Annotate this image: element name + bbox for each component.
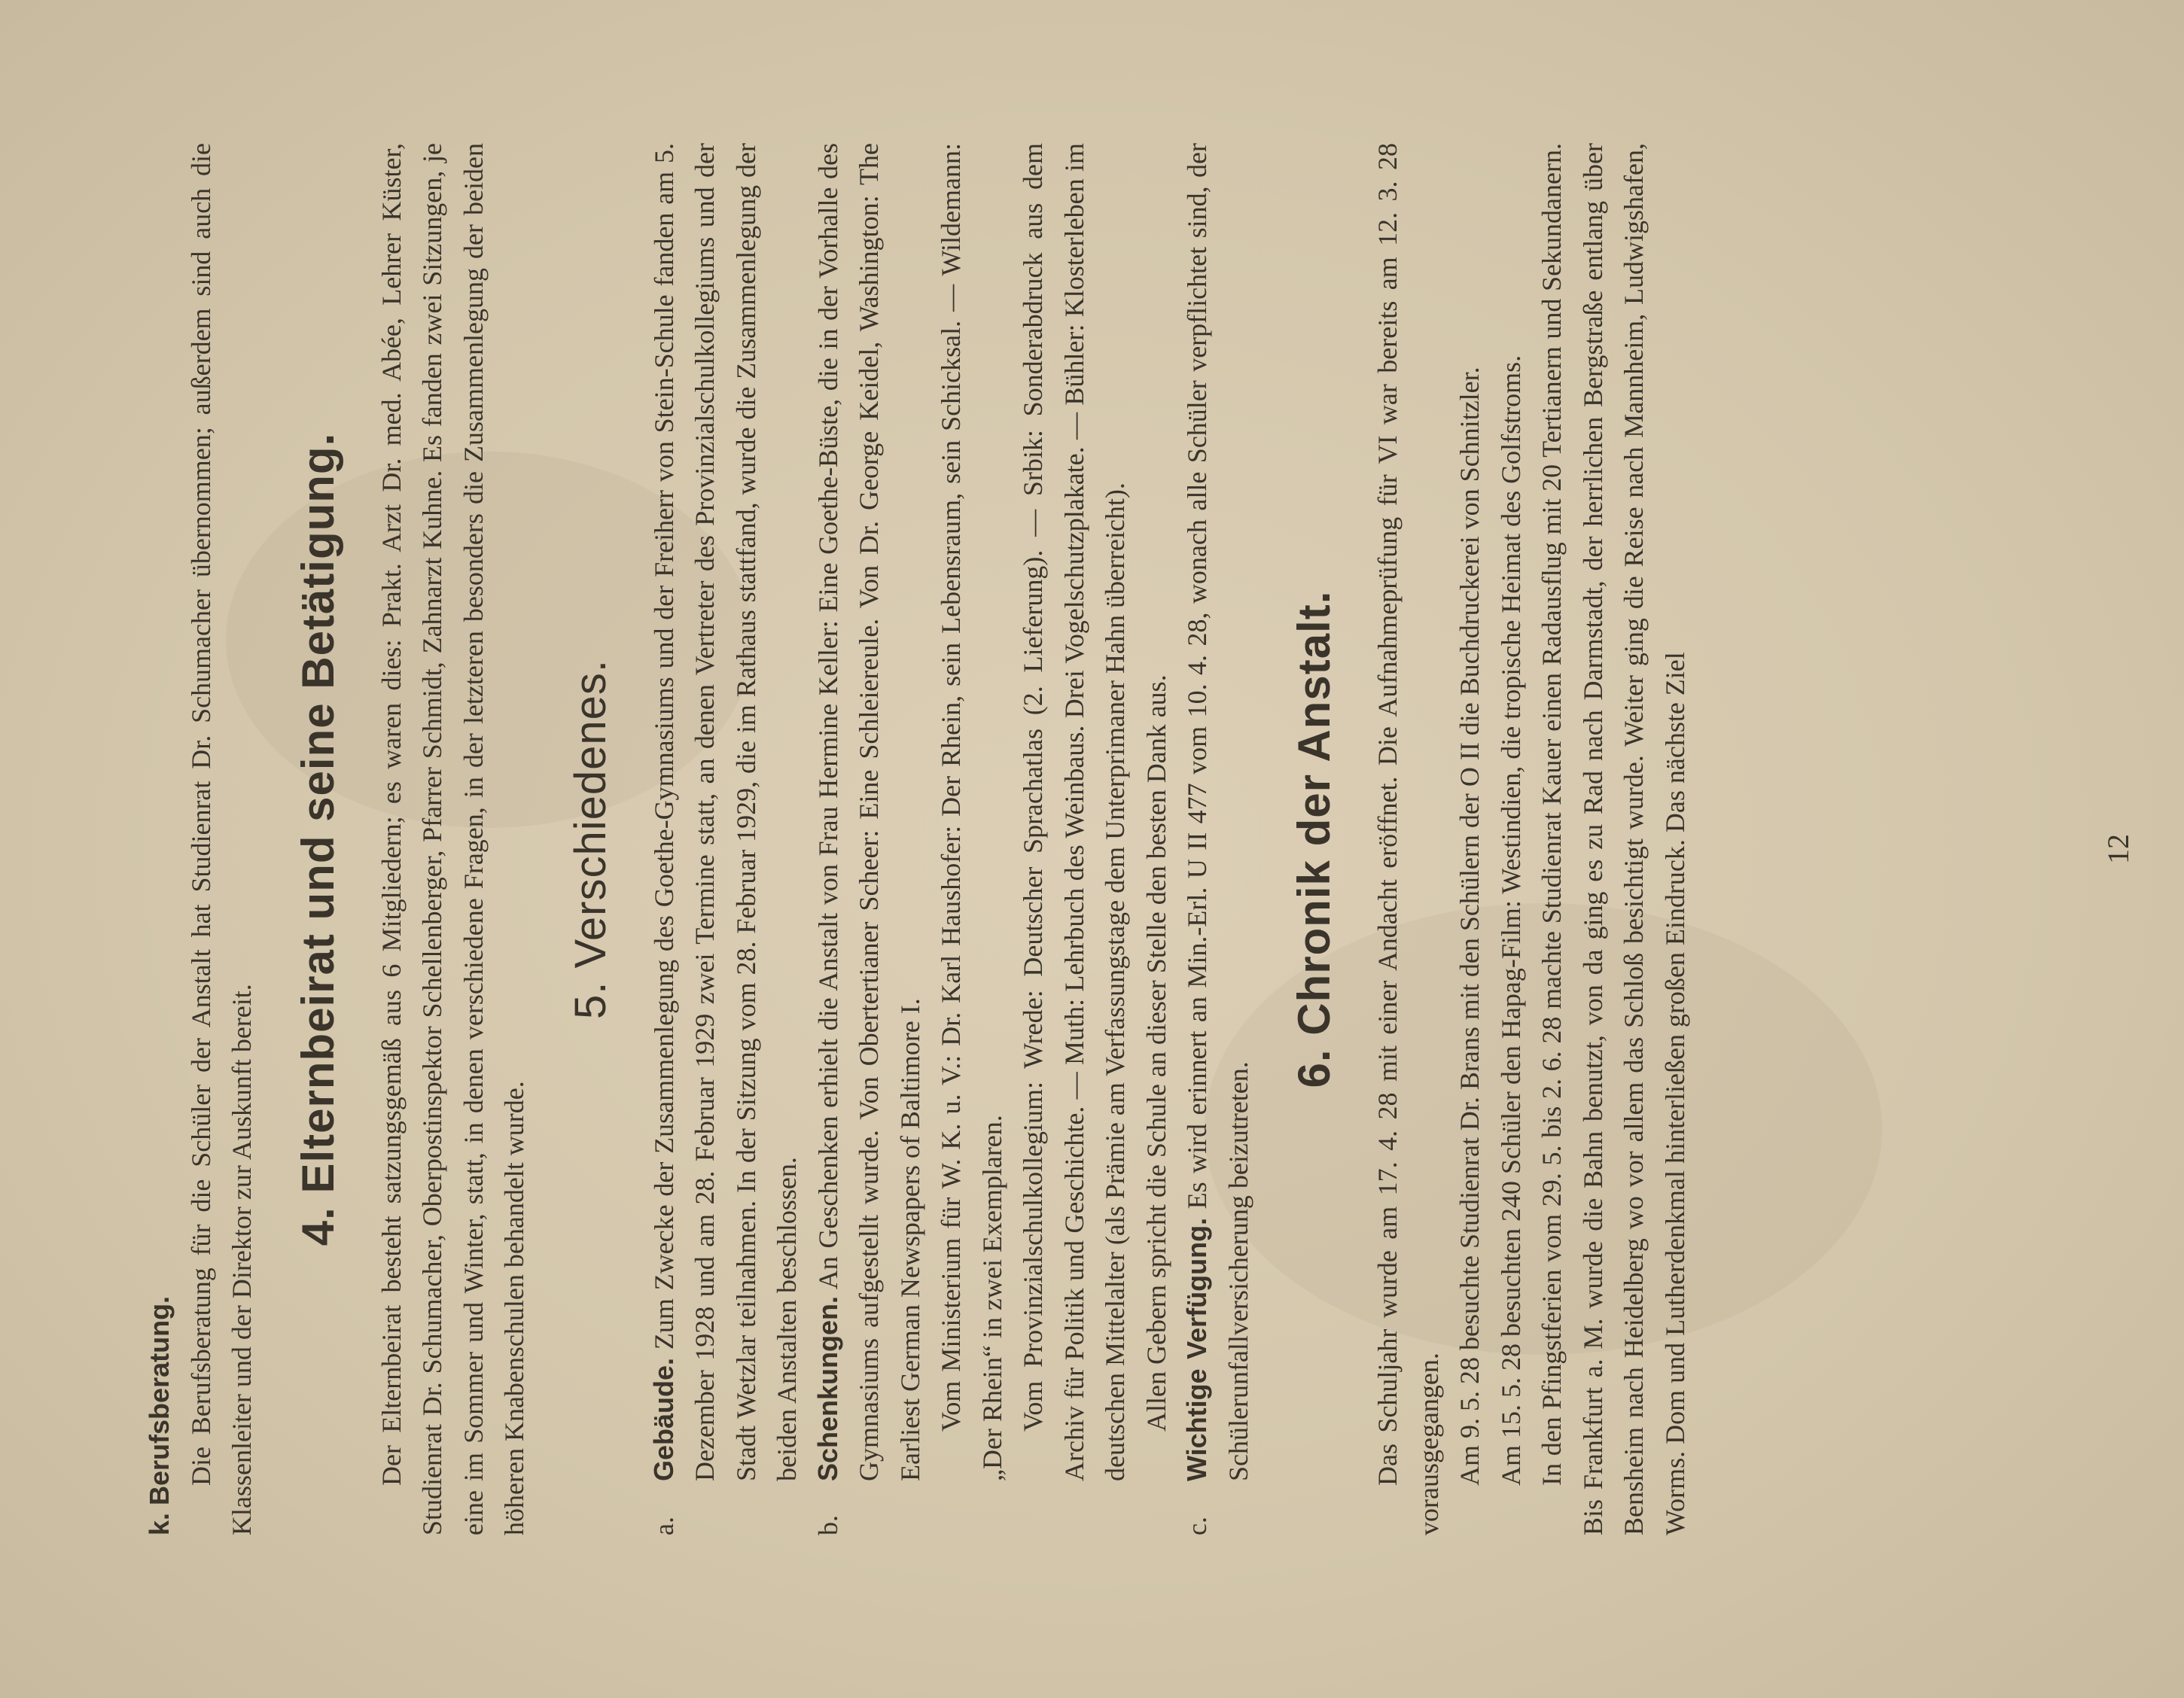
section-k-label: k. Berufsberatung. xyxy=(144,1295,175,1535)
list-item-c xyxy=(1177,143,1259,1535)
item-b-para4: Allen Gebern spricht die Schule an dieser Stelle den besten Dank aus. xyxy=(1141,674,1171,1432)
item-c-text: Es wird erinnert an Min.-Erl. U II 477 vom 10. 4. 28, wonach alle Schüler verpflichtet sind, der Schülerunfallversicherung beizutreten. xyxy=(1182,143,1253,1481)
list-item-a xyxy=(644,143,808,1535)
item-b-para3: Vom Provinzialschulkollegium: Wrede: Deutscher Sprachatlas (2. Lieferung). — Srbik: Sonderabdruck aus dem Archiv für Politik und Geschichte. — Muth: Lehrbuch des Weinbaus. Drei Vogelschutzplakate. — Bühler: Klosterleben im deutschen Mittelalter (als Prämie am Verfassungstage dem Unterprimaner Hahn überreicht). xyxy=(1018,143,1130,1481)
section-5-heading: 5. Verschiedenes. xyxy=(565,659,615,1020)
section-6-p2: Am 9. 5. 28 besuchte Studienrat Dr. Brans mit den Schülern der O II die Buchdruckerei von Schnitzler. xyxy=(1454,367,1485,1486)
item-b-label: Schenkungen. xyxy=(812,1295,843,1481)
item-b-text: An Geschenken erhielt die Anstalt von Frau Hermine Keller: Eine Goethe-Büste, die in der Vorhalle des Gymnasiums aufgestellt wurde. Von Obertertianer Scheer: Eine Schleiereule. Von Dr. George Keidel, Washington: The Earliest German Newspapers of Baltimore I. xyxy=(812,143,925,1481)
section-4-text: Der Elternbeirat besteht satzungsgemäß aus 6 Mitgliedern; es waren dies: Prakt. Arzt Dr. med. Abée, Lehrer Küster, Studienrat Dr. Schumacher, Oberpostinspektor Schellenberger, Pfarrer Schmidt, Zahnarzt Kuhne. Es fanden zwei Sitzungen, je eine im Sommer und Winter, statt, in denen verschiedene Fragen, in der letzteren besonders die Zusammenlegung der beiden höheren Knabenschulen behandelt wurde. xyxy=(376,143,529,1535)
page-content xyxy=(139,143,1695,1535)
section-6-heading: 6. Chronik der Anstalt. xyxy=(1289,590,1339,1088)
section-6-p1: Das Schuljahr wurde am 17. 4. 28 mit einer Andacht eröffnet. Die Aufnahmeprüfung für VI war bereits am 12. 3. 28 vorausgegangen. xyxy=(1372,143,1444,1535)
item-b-marker: b. xyxy=(812,1515,843,1535)
item-a-text: Zum Zwecke der Zusammenlegung des Goethe-Gymnasiums und der Freiherr von Stein-Schule fanden am 5. Dezember 1928 und am 28. Februar 1929 zwei Termine statt, an denen Vertreter des Provinzialschulkollegiums und der Stadt Wetzlar teilnahmen. In der Sitzung vom 28. Februar 1929, die im Rathaus stattfand, wurde die Zusammenlegung der beiden Anstalten beschlossen. xyxy=(648,143,802,1481)
item-c-label: Wichtige Verfügung. xyxy=(1181,1217,1212,1481)
section-k-title xyxy=(139,143,181,1535)
item-a-marker: a. xyxy=(648,1517,679,1535)
item-a-label: Gebäude. xyxy=(647,1357,679,1481)
section-6-p3: Am 15. 5. 28 besuchten 240 Schüler den Hapag-Film: Westindien, die tropische Heimat des Golfstroms. xyxy=(1495,355,1526,1486)
section-4-heading: 4. Elternbeirat und seine Betätigung. xyxy=(292,432,343,1246)
section-6-p4: In den Pfingstferien vom 29. 5. bis 2. 6. 28 machte Studienrat Kauer einen Radausflug mit 20 Tertianern und Sekundanern. Bis Frankfurt a. M. wurde die Bahn benutzt, von da ging es zu Rad nach Darmstadt, der herrlichen Bergstraße entlang über Bensheim nach Heidelberg wo vor allem das Schloß besichtigt wurde. Weiter ging die Reise nach Mannheim, Ludwigshafen, Worms. Dom und Lutherdenkmal hinterließen großen Eindruck. Das nächste Ziel xyxy=(1537,143,1690,1535)
list-item-b xyxy=(808,143,1177,1535)
section-k-text: Die Berufsberatung für die Schüler der Anstalt hat Studienrat Dr. Schumacher übernommen; außerdem sind auch die Klassenleiter und der Direktor zur Auskunft bereit. xyxy=(185,143,257,1535)
item-c-marker: c. xyxy=(1182,1517,1212,1535)
page-number: 12 xyxy=(2101,834,2135,864)
item-b-para2: Vom Ministerium für W. K. u. V.: Dr. Karl Haushofer: Der Rhein, sein Lebensraum, sein Schicksal. — Wildemann: „Der Rhein“ in zwei Exemplaren. xyxy=(936,143,1007,1481)
